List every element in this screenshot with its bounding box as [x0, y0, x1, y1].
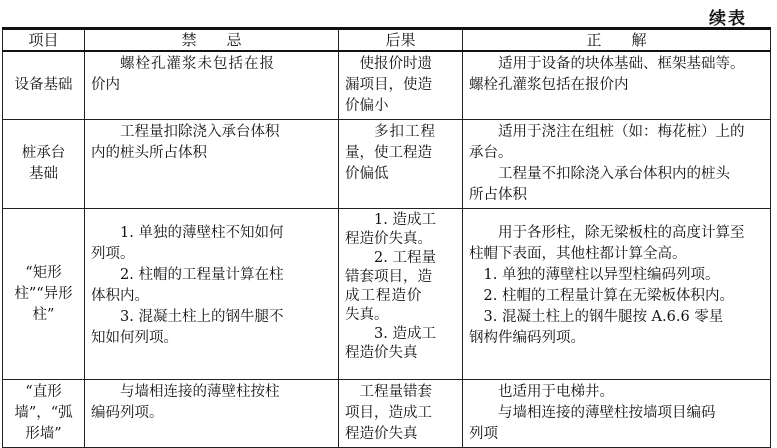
correct-cell: 也适用于电梯井。 与墙相连接的薄壁柱按墙项目编码 列项 [463, 380, 771, 448]
item-cell: “矩形 柱”“异形 柱” [3, 209, 85, 380]
consequence-cell: 使报价时遗 漏项目，使造 价偏小 [339, 51, 463, 120]
item-cell: 设备基础 [3, 51, 85, 120]
header-correct: 正 解 [463, 29, 771, 52]
item-cell: 桩承台 基础 [3, 120, 85, 209]
table-row [3, 120, 771, 209]
continued-table-label: 续表 [709, 9, 747, 29]
header-consequence: 后果 [339, 29, 463, 52]
header-row [3, 29, 771, 52]
taboo-cell: 螺栓孔灌浆未包括在报 价内 [85, 51, 339, 120]
header-taboo: 禁 忌 [85, 29, 339, 52]
taboo-cell: 工程量扣除浇入承台体积 内的桩头所占体积 [85, 120, 339, 209]
taboo-cell: 与墙相连接的薄壁柱按柱 编码列项。 [85, 380, 339, 448]
correct-cell: 适用于设备的块体基础、框架基础等。 螺栓孔灌浆包括在报价内 [463, 51, 771, 120]
correct-cell: 用于各形柱，除无梁板柱的高度计算至 柱帽下表面，其他柱都计算全高。 1. 单独的薄壁柱以异型柱编码列项。 2. 柱帽的工程量计算在无梁板体积内。 3. 混凝土柱上的钢牛腿按 A.6.6 零星 钢构件编码列项。 [463, 209, 771, 380]
consequence-cell: 工程量错套 项目，造成工 程造价失真 [339, 380, 463, 448]
taboo-table [2, 27, 771, 448]
item-cell: “直形 墙”，“弧 形墙” [3, 380, 85, 448]
header-item: 项目 [3, 29, 85, 52]
consequence-cell: 1. 造成工 程造价失真。 2. 工程量 错套项目，造 成工程造价 失真。 3. 造成工 程造价失真 [339, 209, 463, 380]
correct-cell: 适用于浇注在组桩（如：梅花桩）上的 承台。 工程量不扣除浇入承台体积内的桩头 所占体积 [463, 120, 771, 209]
consequence-cell: 多扣工程 量，使工程造 价偏低 [339, 120, 463, 209]
table-row [3, 380, 771, 448]
table-row [3, 209, 771, 380]
taboo-cell: 1. 单独的薄壁柱不知如何 列项。 2. 柱帽的工程量计算在柱 体积内。 3. 混凝土柱上的钢牛腿不 知如何列项。 [85, 209, 339, 380]
table-row [3, 51, 771, 120]
